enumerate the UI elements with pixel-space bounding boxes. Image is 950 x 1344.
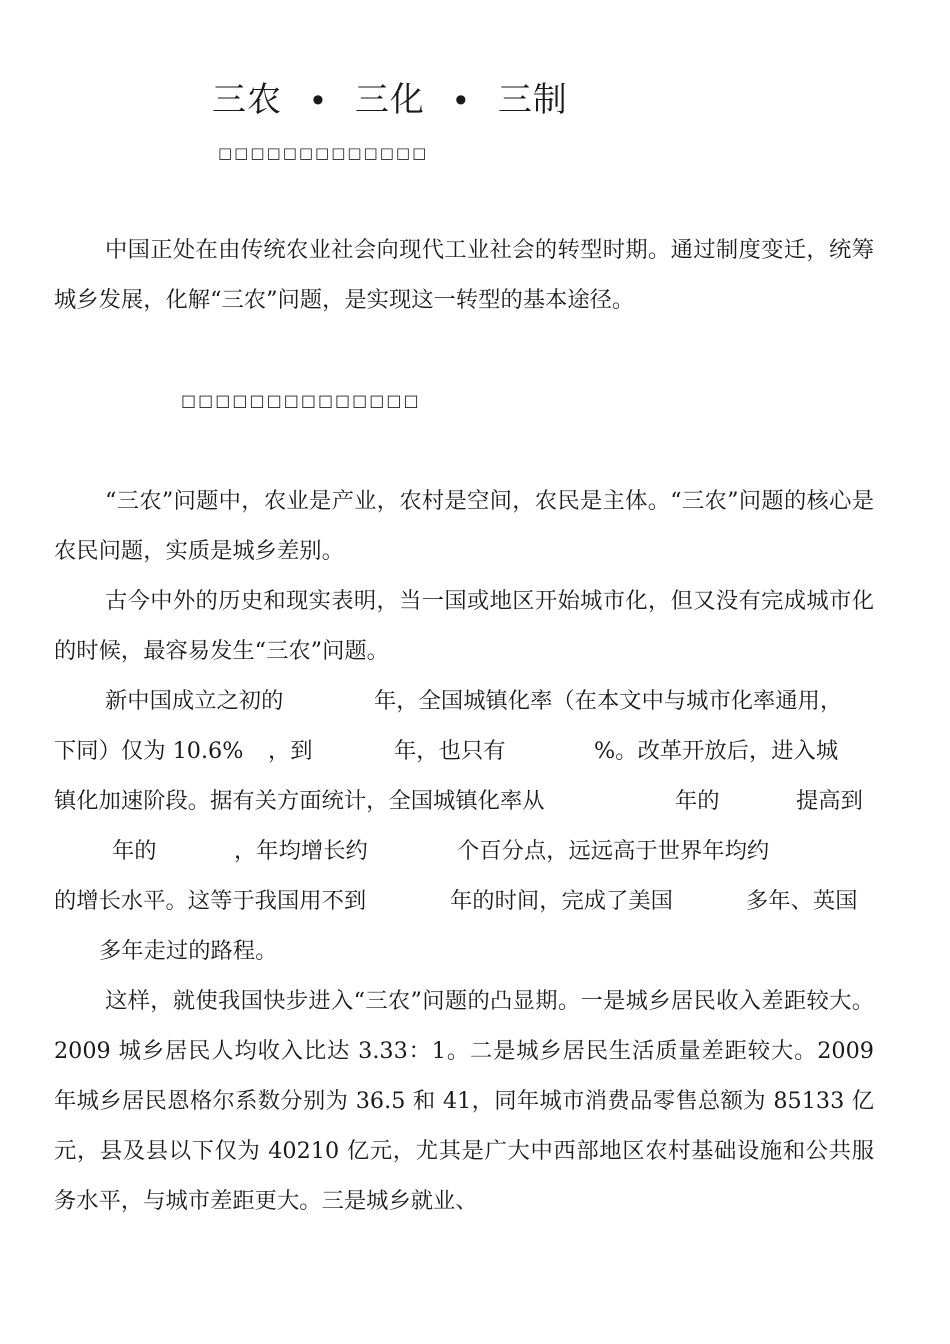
paragraph-2: 古今中外的历史和现实表明，当一国或地区开始城市化，但又没有完成城市化的时候，最容易发生“三农”问题。: [54, 588, 874, 664]
text-segment: 多年走过的路程。: [99, 938, 278, 964]
text-segment: 提高到: [796, 788, 863, 814]
title-separator-2: •: [454, 80, 468, 120]
document-subtitle: □□□□□□□□□□□□□: [218, 144, 429, 162]
text-segment: ，年均增长约: [234, 838, 368, 864]
text-segment: 多年、英国: [746, 888, 858, 914]
text-segment: 镇化加速阶段。据有关方面统计，全国城镇化率从: [54, 788, 545, 814]
text-segment: 的增长水平。这等于我国用不到: [54, 888, 367, 914]
section-heading: □□□□□□□□□□□□□□: [181, 391, 421, 410]
text-segment: 年的: [112, 838, 157, 864]
paragraph-1: “三农”问题中，农业是产业，农村是空间，农民是主体。“三农”问题的核心是农民问题，实质是城乡差别。: [54, 488, 874, 564]
title-part-2: 三化: [354, 80, 425, 120]
title-separator-1: •: [312, 80, 325, 120]
text-segment: 年，也只有: [394, 738, 506, 764]
text-segment: 年的时间，完成了美国: [450, 888, 673, 914]
text-segment: 新中国成立之初的: [105, 688, 284, 714]
intro-paragraph: 中国正处在由传统农业社会向现代工业社会的转型时期。通过制度变迁，统筹城乡发展，化解“三农”问题，是实现这一转型的基本途径。: [54, 237, 874, 313]
paragraph-3-line-5: [54, 876, 874, 926]
paragraph-3-line-2: [54, 726, 874, 776]
paragraph-3-line-1: [54, 676, 874, 726]
paragraph-4: 这样，就使我国快步进入“三农”问题的凸显期。一是城乡居民收入差距较大。2009 城乡居民人均收入比达 3.33：1。二是城乡居民生活质量差距较大。2009 年城乡居民恩格尔系数分别为 36.5 和 41，同年城市消费品零售总额为 85133 亿元，县及县以下仅为 40210 亿元，尤其是广大中西部地区农村基础设施和公共服务水平，与城市差距更大。三是城乡就业、: [54, 988, 874, 1214]
text-segment: %。改革开放后，进入城: [594, 738, 839, 764]
title-part-3: 三制: [497, 80, 568, 120]
title-part-1: 三农: [212, 80, 282, 120]
paragraph-3-line-4: [54, 826, 874, 876]
paragraph-3-line-6: [54, 926, 874, 976]
text-segment: 下同）仅为 10.6%: [54, 738, 244, 764]
document-title: [212, 72, 568, 121]
text-segment: 年的: [675, 788, 720, 814]
text-segment: 个百分点，远远高于世界年均约: [457, 838, 770, 864]
text-segment: ，到: [268, 738, 313, 764]
paragraph-3-line-3: [54, 776, 874, 826]
text-segment: 年，全国城镇化率（在本文中与城市化率通用，: [374, 688, 843, 714]
